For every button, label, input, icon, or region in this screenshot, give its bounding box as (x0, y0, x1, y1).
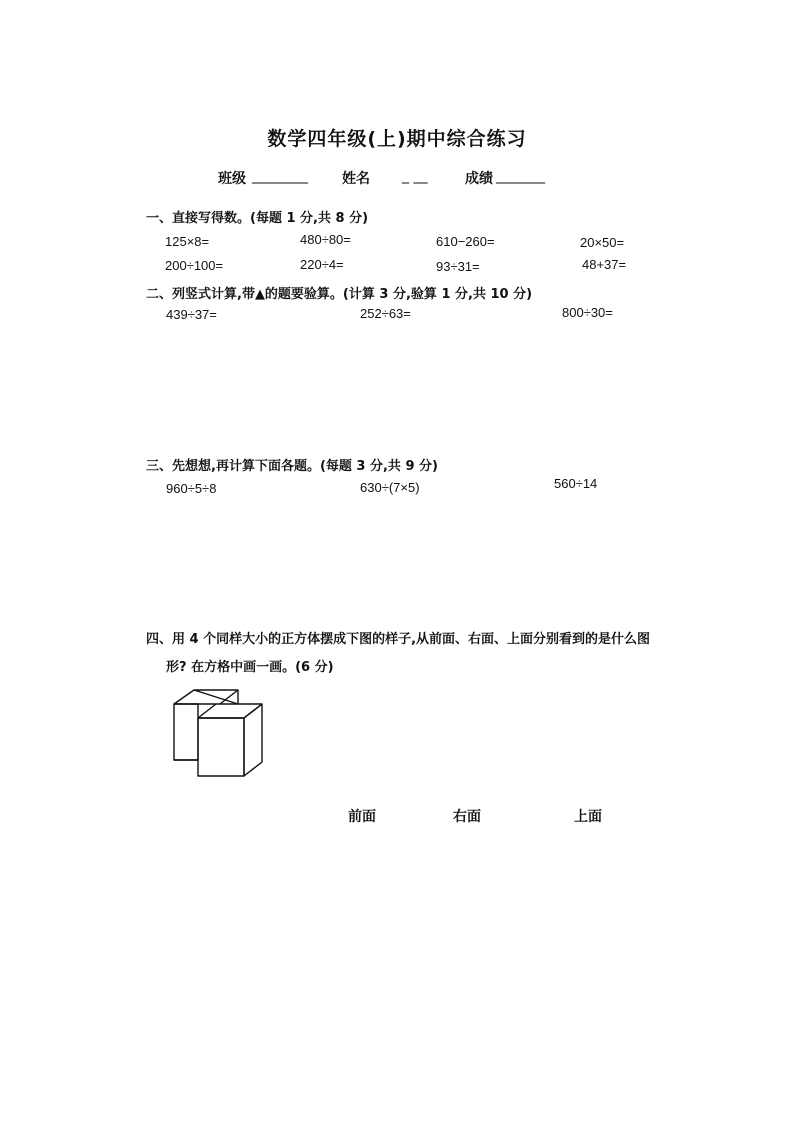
cube-right-side (244, 704, 262, 776)
section-2-heading: 二、列竖式计算,带▲的题要验算。(计算 3 分,验算 1 分,共 10 分) (146, 287, 533, 302)
q3-item: 630÷(7×5) (360, 480, 420, 495)
page-title: 数学四年级(上)期中综合练习 (267, 128, 527, 150)
section-4-heading-line-1: 四、用 4 个同样大小的正方体摆成下图的样子,从前面、右面、上面分别看到的是什么图 (146, 632, 651, 647)
q1-item: 20×50= (580, 235, 625, 250)
cube-edge (174, 690, 194, 704)
cube-edge (198, 704, 216, 718)
section-3-heading: 三、先想想,再计算下面各题。(每题 3 分,共 9 分) (146, 459, 438, 474)
score-blank[interactable]: _______ (496, 168, 545, 184)
class-label: 班级 (218, 171, 246, 187)
q1-item: 200÷100= (165, 258, 224, 273)
class-blank[interactable]: ________ (252, 168, 308, 184)
cube-edge (194, 690, 238, 704)
score-label: 成绩 (465, 171, 493, 187)
section-4-heading-line-2: 形? 在方格中画一画。(6 分) (166, 660, 334, 675)
q3-item: 960÷5÷8 (166, 481, 217, 496)
cube-front (198, 718, 244, 776)
q2-item: 252÷63= (360, 306, 411, 321)
q1-item: 48+37= (582, 257, 627, 272)
view-label-top: 上面 (574, 809, 602, 825)
name-blank[interactable]: _ __ (402, 168, 428, 184)
q1-item: 220÷4= (300, 257, 344, 272)
q2-item: 439÷37= (166, 307, 217, 322)
q1-item: 480÷80= (300, 232, 351, 247)
view-label-right: 右面 (453, 809, 481, 825)
q3-item: 560÷14 (554, 476, 598, 491)
cube-arrangement-figure (160, 682, 272, 782)
name-label: 姓名 (342, 171, 370, 187)
q2-item: 800÷30= (562, 305, 613, 320)
q1-item: 93÷31= (436, 259, 480, 274)
section-1-heading: 一、直接写得数。(每题 1 分,共 8 分) (146, 211, 369, 226)
cube-edge (220, 690, 238, 704)
view-label-front: 前面 (348, 809, 376, 825)
q1-item: 610−260= (436, 234, 495, 249)
q1-item: 125×8= (165, 234, 210, 249)
cube-left-front (174, 704, 198, 760)
